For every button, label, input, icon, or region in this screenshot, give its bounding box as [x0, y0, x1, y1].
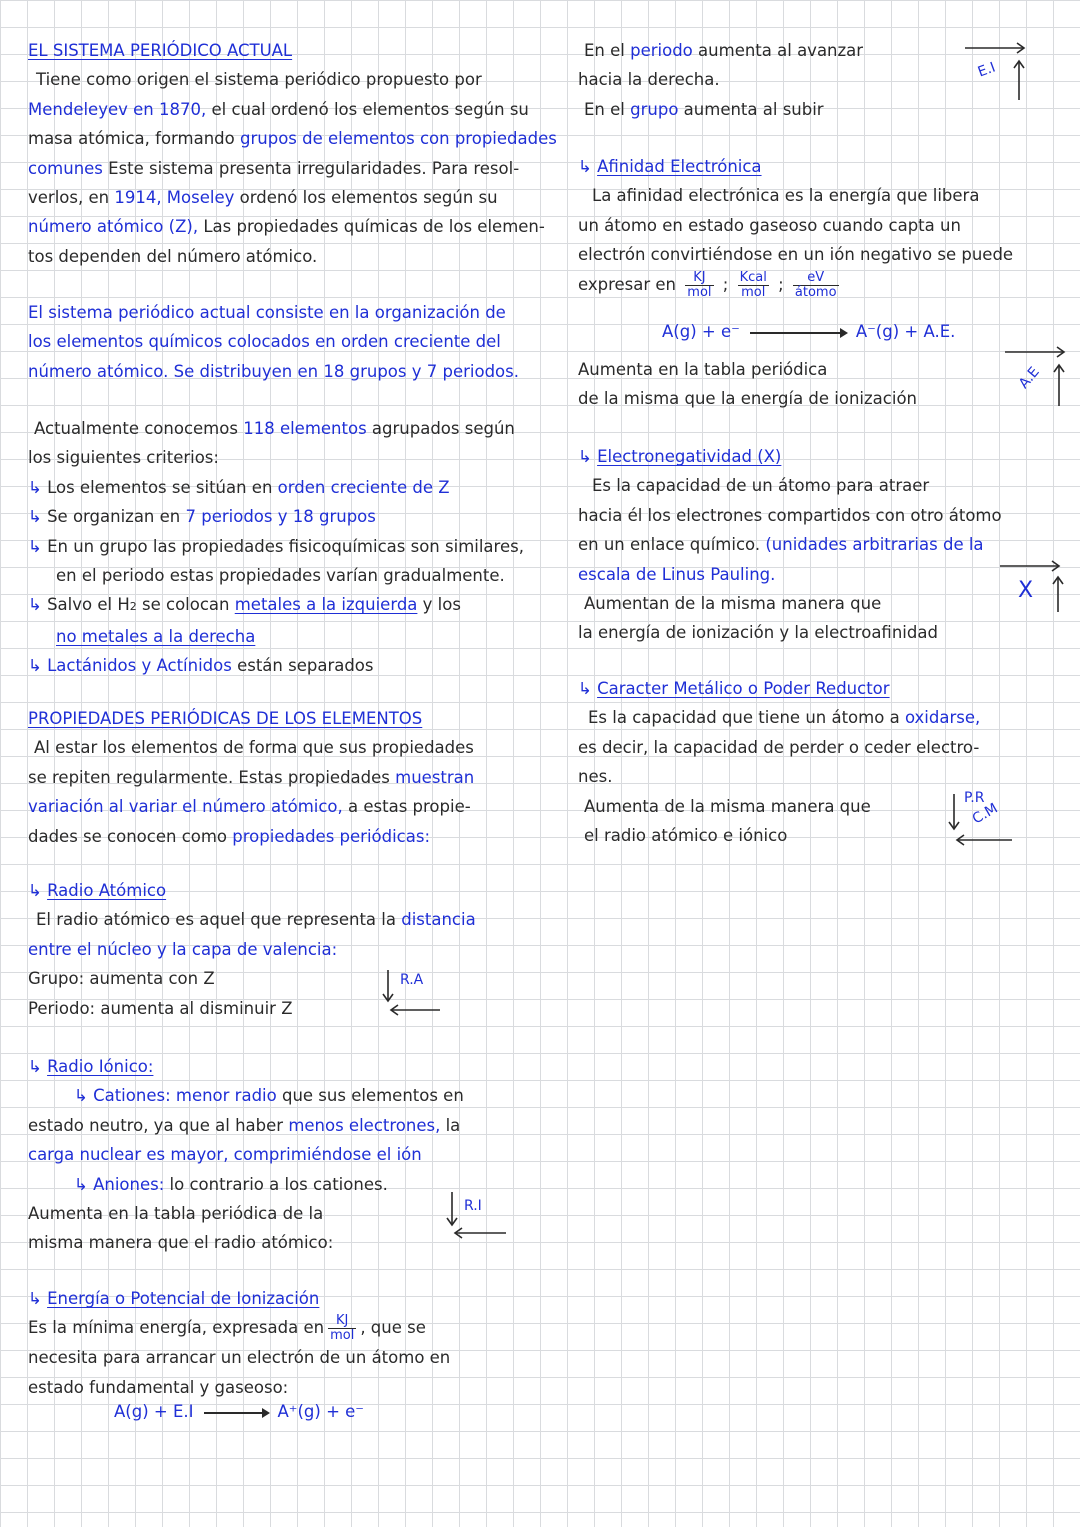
highlight: muestran	[395, 767, 475, 787]
paragraph-actual	[28, 298, 558, 386]
cm-tag-cm: C.M	[969, 800, 1001, 828]
highlight: escala de Linus Pauling.	[578, 564, 776, 584]
bullet-arrow-icon: ↳	[74, 1086, 94, 1106]
text: Al estar los elementos de forma que sus propiedades	[34, 738, 474, 758]
text: necesita para arrancar un electrón de un átomo en	[28, 1348, 451, 1368]
list-item: ↳ En un grupo las propiedades fisicoquímicas son similares,	[28, 536, 524, 556]
bullet-arrow-icon: ↳	[28, 507, 48, 527]
section-arrow-icon: ↳	[28, 1057, 48, 1076]
section-arrow-icon: ↳	[578, 447, 598, 466]
text: el cual ordenó los elementos según su	[211, 99, 529, 119]
text: Aumenta en la tabla periódica de la	[28, 1204, 324, 1224]
ra-trend-arrow-icon	[380, 968, 450, 1016]
highlight: grupos de elementos con propiedades	[240, 129, 557, 149]
ri-tag: R.I	[464, 1198, 482, 1214]
text: estado fundamental y gaseoso:	[28, 1377, 289, 1397]
highlight: oxidarse,	[904, 708, 981, 728]
text: ordenó los elementos según su	[239, 188, 498, 208]
highlight: metales a la izquierda	[234, 595, 418, 615]
unit-fraction: $\frac{KJ}{\text{mol}}$	[687, 269, 712, 300]
section-title: Caracter Metálico o Poder Reductor	[597, 679, 890, 698]
text: un átomo en estado gaseoso cuando capta un	[578, 215, 961, 235]
section-radio-atomico	[28, 876, 558, 1023]
bullet-arrow-icon: ↳	[74, 1174, 94, 1194]
cm-trend-arrow-icon	[946, 792, 1026, 848]
unit-fraction: $\frac{\text{Kcal}}{\text{mol}}$	[739, 269, 767, 300]
paragraph-intro	[28, 65, 558, 271]
section-arrow-icon: ↳	[578, 679, 598, 698]
paragraph-ae-trend	[578, 355, 1068, 414]
list-item-continued: no metales a la derecha	[56, 626, 256, 646]
text: Este sistema presenta irregularidades. Para resol-	[108, 158, 520, 178]
text: hacia la derecha.	[578, 70, 720, 90]
text: El sistema periódico actual consiste en la organización de	[28, 303, 506, 322]
text: hacia él los electrones compartidos con otro átomo	[578, 505, 1002, 525]
section-ei-trend: En el periodo aumenta al avanzar hacia la derecha. En el grupo aumenta al subir	[578, 36, 1068, 124]
section-title: Afinidad Electrónica	[597, 157, 762, 176]
bullet-arrow-icon: ↳	[28, 595, 48, 615]
highlight: número atómico (Z),	[28, 217, 199, 237]
cm-tag-pr: P.R	[964, 790, 985, 806]
list-item: ↳ Salvo el H2 se colocan metales a la izquierda y los	[28, 595, 461, 615]
text: los elementos químicos colocados en orden creciente del	[28, 332, 501, 352]
text: Aumenta en la tabla periódica	[578, 360, 828, 379]
ei-trend-arrow-icon	[963, 42, 1043, 104]
highlight: Mendeleyev en 1870,	[28, 99, 207, 119]
section-radio-ionico: ↳ Radio Iónico: ↳ Cationes: menor radio que sus elementos en estado neutro, ya que al haber menos electrones, la carga nuclear es mayor, comprimiéndose el ión ↳ Aniones: lo contrario a los cationes. Aumenta en la tabla periódica de la misma manera que el radio atómico:	[28, 1052, 558, 1258]
section-sistema-periodico	[28, 36, 558, 271]
section-arrow-icon: ↳	[28, 881, 48, 900]
text: de la misma que la energía de ionización	[578, 389, 917, 409]
highlight: distancia	[401, 910, 476, 930]
text: la energía de ionización y la electroafinidad	[578, 623, 938, 643]
highlight: menos electrones,	[288, 1115, 441, 1135]
text: Las propiedades químicas de los elemen-	[203, 217, 545, 237]
section-propiedades	[28, 704, 558, 851]
list-item: ↳ Lactánidos y Actínidos están separados	[28, 656, 374, 676]
section-caracter-metalico: ↳ Caracter Metálico o Poder Reductor Es la capacidad que tiene un átomo a oxidarse, es decir, la capacidad de perder o ceder electro- nes. Aumenta de la misma manera que el radio atómico e iónico	[578, 674, 1068, 850]
section-title: Radio Atómico	[47, 881, 167, 900]
text: se repiten regularmente. Estas propiedades	[28, 767, 390, 787]
ri-trend-arrow-icon	[444, 1190, 514, 1240]
ae-trend-arrow-icon	[1003, 346, 1080, 408]
text: Tiene como origen el sistema periódico propuesto por	[36, 70, 482, 90]
section-arrow-icon: ↳	[578, 157, 598, 176]
section-title: Electronegatividad (X)	[597, 447, 782, 466]
list-item: ↳ Se organizan en 7 periodos y 18 grupos	[28, 507, 376, 527]
text: verlos, en	[28, 188, 110, 208]
text: dades se conocen como	[28, 826, 228, 846]
section-title: PROPIEDADES PERIÓDICAS DE LOS ELEMENTOS	[28, 709, 423, 728]
affinity-equation: A(g) + e⁻ A⁻(g) + A.E.	[662, 322, 956, 341]
highlight: comunes	[28, 158, 103, 178]
highlight: orden creciente de Z	[277, 477, 450, 497]
text: Periodo: aumenta al disminuir Z	[28, 998, 293, 1018]
en-tag: X	[1018, 578, 1034, 603]
ei-tag: E.I	[975, 59, 998, 81]
text: El radio atómico es aquel que representa la	[36, 910, 396, 930]
ra-tag: R.A	[400, 972, 424, 988]
text: Grupo: aumenta con Z	[28, 969, 215, 989]
text: los siguientes criterios:	[28, 448, 219, 468]
en-trend-arrow-icon	[998, 560, 1078, 618]
text: nes.	[578, 767, 613, 787]
bullet-arrow-icon: ↳	[28, 477, 48, 497]
highlight: entre el núcleo y la capa de valencia:	[28, 939, 338, 959]
ionization-equation: A(g) + E.I A⁺(g) + e⁻	[114, 1402, 365, 1421]
text: agrupados según	[371, 419, 515, 438]
section-title: Radio Iónico:	[47, 1057, 154, 1076]
highlight: Lactánidos y Actínidos	[47, 656, 232, 676]
list-item-continued: en el periodo estas propiedades varían gradualmente.	[56, 566, 505, 586]
highlight: propiedades periódicas:	[232, 826, 431, 846]
unit-fraction: $\frac{eV}{\text{átomo}}$	[794, 269, 837, 300]
highlight: carga nuclear es mayor, comprimiéndose el ión	[28, 1145, 422, 1165]
section-energia-ionizacion: ↳ Energía o Potencial de Ionización Es la mínima energía, expresada en $\frac{KJ}{\text{mol}}$ , que se necesita para arrancar un electrón de un átomo en estado fundamental y gaseoso:	[28, 1284, 558, 1402]
text: es decir, la capacidad de perder o ceder electro-	[578, 737, 980, 757]
page-title: EL SISTEMA PERIÓDICO ACTUAL	[28, 41, 293, 60]
bullet-arrow-icon: ↳	[28, 656, 48, 676]
section-title: Energía o Potencial de Ionización	[47, 1289, 320, 1308]
highlight: 118 elementos	[243, 419, 367, 438]
highlight: 1914, Moseley	[114, 188, 235, 208]
highlight: 7 periodos y 18 grupos	[185, 507, 376, 527]
text: número atómico. Se distribuyen en 18 grupos y 7 periodos.	[28, 361, 519, 381]
reaction-arrow-icon	[750, 332, 846, 334]
text: Actualmente conocemos	[34, 419, 238, 438]
text: a estas propie-	[348, 797, 471, 817]
bullet-arrow-icon: ↳	[28, 536, 48, 556]
text: electrón convirtiéndose en un ión negativo se puede	[578, 245, 1014, 265]
text: misma manera que el radio atómico:	[28, 1233, 334, 1253]
section-arrow-icon: ↳	[28, 1289, 48, 1308]
highlight: grupo	[630, 99, 679, 119]
reaction-arrow-icon	[204, 1412, 268, 1414]
section-electronegatividad: ↳ Electronegatividad (X) Es la capacidad de un átomo para atraer hacia él los electrones compartidos con otro átomo en un enlace químico. (unidades arbitrarias de la escala de Linus Pauling. Aumentan de la misma manera que la energía de ionización y la electroafinidad	[578, 442, 1068, 648]
highlight: (unidades arbitrarias de la	[765, 535, 984, 555]
ae-tag: A.E	[1015, 364, 1043, 392]
text: masa atómica, formando	[28, 129, 235, 149]
list-item: ↳ Los elementos se sitúan en orden creciente de Z	[28, 477, 450, 497]
unit-fraction: $\frac{KJ}{\text{mol}}$	[330, 1313, 355, 1344]
highlight: variación al variar el número atómico,	[28, 797, 343, 817]
text: tos dependen del número atómico.	[28, 246, 318, 266]
paragraph-criterios	[28, 414, 558, 681]
highlight: menor radio	[175, 1086, 277, 1106]
section-afinidad-electronica: ↳ Afinidad Electrónica La afinidad electrónica es la energía que libera un átomo en estado gaseoso cuando capta un electrón convirtiéndose en un ión negativo se puede expresar en $\frac{KJ}{\text{mol}}$ ; $\frac{\text{Kcal}}{\text{mol}}$ ; $\frac{eV}{\text{átomo}}$	[578, 152, 1068, 300]
highlight: periodo	[630, 41, 693, 60]
